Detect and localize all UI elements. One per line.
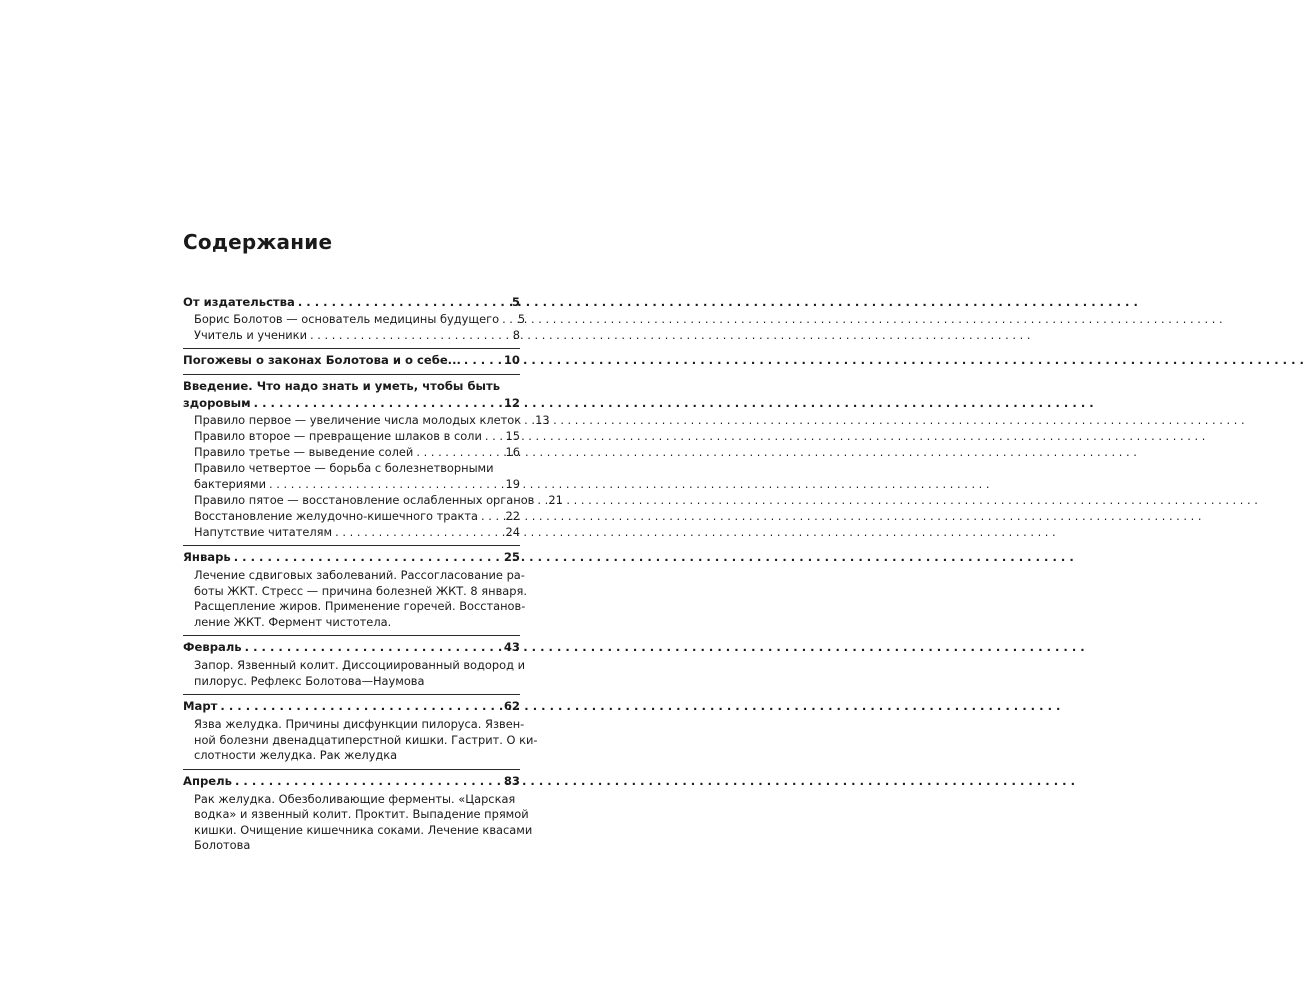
toc-entry-introduction-line1: Введение. Что надо знать и уметь, чтобы быть xyxy=(183,379,501,393)
description-line: водка» и язвенный колит. Проктит. Выпадение прямой xyxy=(194,807,529,821)
toc-entry-january xyxy=(183,549,520,566)
description-line: боты ЖКТ. Стресс — причина болезней ЖКТ. 8 января. xyxy=(194,583,527,598)
dot-leader xyxy=(502,311,510,327)
description-line: Лечение сдвиговых заболеваний. Рассогласование ра- xyxy=(194,568,525,582)
toc-page-number: 16 xyxy=(505,445,520,459)
toc-entry-label: От издательства xyxy=(183,295,295,309)
toc-section-january xyxy=(183,546,527,636)
dot-leader xyxy=(310,327,505,343)
toc-page-number: 24 xyxy=(505,525,520,539)
toc-entry-label: Учитель и ученики xyxy=(194,328,307,342)
toc-page-number: 8 xyxy=(512,328,520,342)
description-line: кишки. Очищение кишечника соками. Лечение квасами xyxy=(194,822,533,837)
dot-leader xyxy=(245,639,501,656)
toc-entry-march xyxy=(183,698,520,715)
dot-leader xyxy=(524,412,532,428)
toc-entry-label: Правило третье — выведение солей xyxy=(194,445,414,459)
toc-entry-label: здоровым xyxy=(183,396,251,410)
description-line: Рак желудка. Обезболивающие ферменты. «Царская xyxy=(194,791,516,806)
toc-entry-label: Напутствие читателям xyxy=(194,525,333,539)
dot-leader xyxy=(269,476,502,492)
toc-entry-publisher xyxy=(183,294,520,311)
description-line: слотности желудка. Рак желудка xyxy=(194,748,398,762)
toc-entry-label: бактериями xyxy=(194,477,267,491)
toc-entry-label: Борис Болотов — основатель медицины будущего xyxy=(194,312,500,326)
dot-leader xyxy=(220,698,500,715)
dot-leader xyxy=(298,294,505,311)
toc-entry-rule-4-line1: Правило четвертое — борьба с болезнетворными xyxy=(194,461,494,475)
toc-section-march xyxy=(183,695,538,770)
toc-entry-rule-4 xyxy=(183,476,520,492)
description-line: Язва желудка. Причины дисфункции пилоруса. Язвен- xyxy=(194,717,525,731)
dot-leader xyxy=(537,492,545,508)
dot-leader xyxy=(481,508,503,524)
dot-leader xyxy=(234,549,501,566)
description-line: ной болезни двенадцатиперстной кишки. Гастрит. О ки- xyxy=(194,732,538,747)
toc-entry-teacher-students xyxy=(183,327,520,343)
dot-leader xyxy=(254,395,501,412)
toc-page-number: 5 xyxy=(511,295,520,309)
dot-leader xyxy=(416,444,502,460)
toc-entry-gi-restoration xyxy=(183,508,520,524)
toc-page-number: 22 xyxy=(505,509,520,523)
toc-entry-april xyxy=(183,773,520,790)
toc-entry-label: Погожевы о законах Болотова и о себе... xyxy=(183,353,461,367)
table-of-contents xyxy=(183,291,563,859)
toc-section-description xyxy=(183,791,533,854)
toc-entry-label: Правило второе — превращение шлаков в соли xyxy=(194,429,482,443)
toc-page-number: 83 xyxy=(503,773,520,788)
description-line: ление ЖКТ. Фермент чистотела. xyxy=(194,614,392,629)
toc-section-publisher xyxy=(183,291,526,349)
toc-entry-rule-2 xyxy=(183,428,520,444)
toc-page-number: 15 xyxy=(505,429,520,443)
toc-entry-rule-1 xyxy=(183,412,550,428)
toc-section-description xyxy=(183,568,527,630)
toc-section-april xyxy=(183,770,533,859)
toc-entry-introduction xyxy=(183,395,520,412)
toc-entry-readers-advice xyxy=(183,524,520,540)
dot-leader xyxy=(335,524,502,540)
toc-page-number: 12 xyxy=(503,396,520,410)
toc-entry-label: Правило пятое — восстановление ослабленных органов xyxy=(194,493,535,507)
toc-page-number: 25 xyxy=(503,550,520,564)
description-line: Запор. Язвенный колит. Диссоциированный водород и xyxy=(194,658,525,672)
description-line: пилорус. Рефлекс Болотова—Наумова xyxy=(194,673,425,688)
toc-entry-label: Январь xyxy=(183,550,231,564)
toc-entry-label: Март xyxy=(183,699,218,713)
toc-entry-february xyxy=(183,639,520,656)
toc-entry-pogozhevy xyxy=(183,352,520,369)
dot-leader xyxy=(235,773,501,790)
toc-entry-rule-5 xyxy=(183,492,563,508)
toc-entry-label: Восстановление желудочно-кишечного тракта xyxy=(194,509,478,523)
toc-page-number: 43 xyxy=(503,640,520,654)
toc-page-number: 5 xyxy=(517,312,526,326)
toc-page-number: 10 xyxy=(503,353,520,367)
toc-entry-bolotov-founder xyxy=(183,311,526,327)
toc-section-description xyxy=(183,658,525,689)
dot-leader xyxy=(485,428,503,444)
toc-section-description xyxy=(183,717,538,764)
page-title: Содержание xyxy=(183,230,333,254)
toc-section-pogozhevy xyxy=(183,349,520,375)
toc-entry-label: Правило первое — увеличение числа молодых клеток xyxy=(194,413,522,427)
toc-page-number: 62 xyxy=(503,699,520,713)
toc-page-number: 13 xyxy=(535,413,550,427)
toc-page-number: 21 xyxy=(548,493,563,507)
toc-page-number: 19 xyxy=(505,477,520,491)
toc-section-february xyxy=(183,636,525,695)
description-line: Расщепление жиров. Применение горечей. Восстанов- xyxy=(194,599,526,613)
toc-entry-rule-3 xyxy=(183,444,520,460)
toc-entry-label: Февраль xyxy=(183,640,242,654)
dot-leader xyxy=(464,352,501,369)
toc-section-introduction xyxy=(183,375,563,546)
description-line: Болотова xyxy=(194,838,251,852)
toc-entry-label: Апрель xyxy=(183,773,232,788)
